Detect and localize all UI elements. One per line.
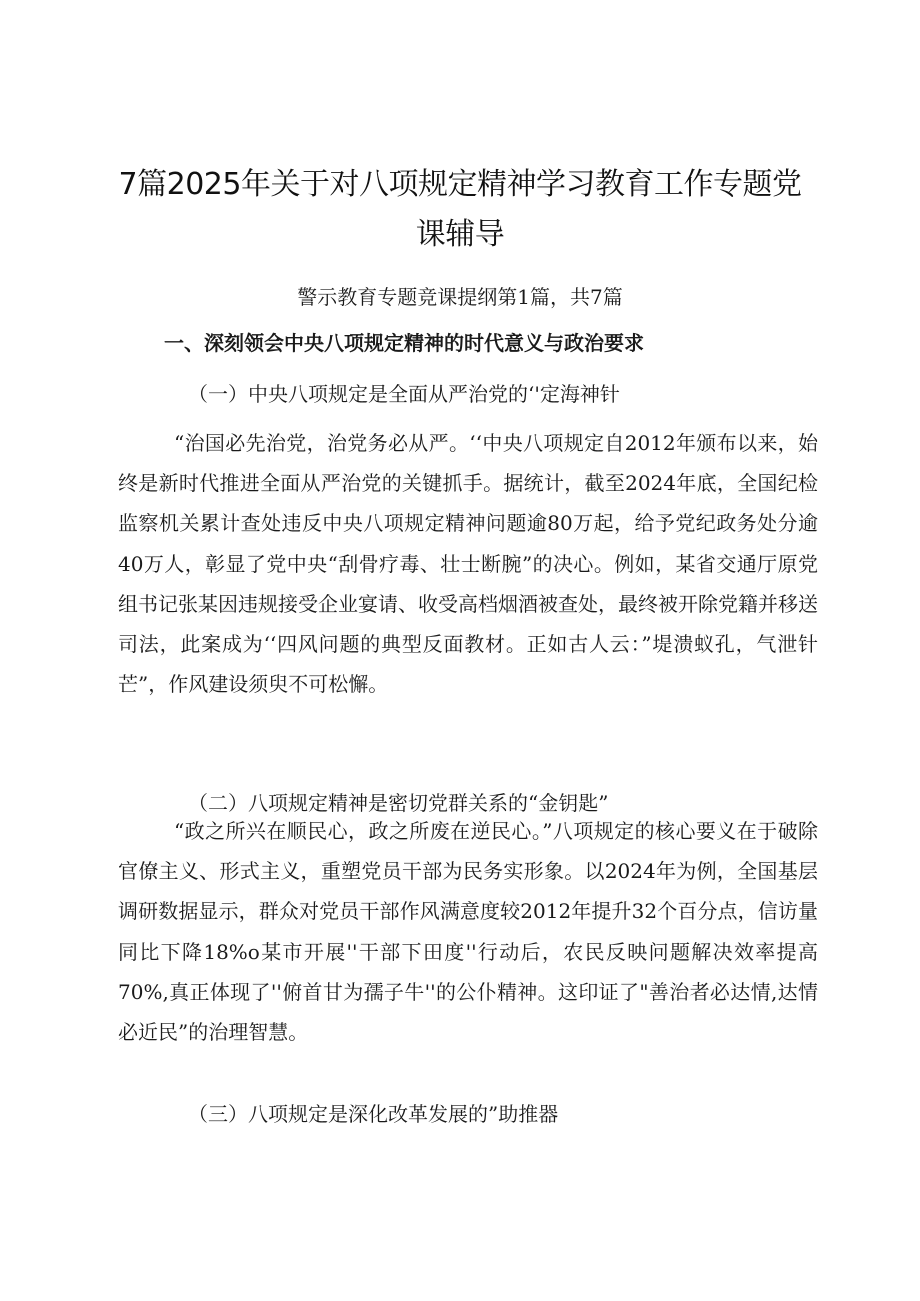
document-title: 7篇2025年关于对八项规定精神学习教育工作专题党课辅导 <box>118 167 802 252</box>
subsection-heading-3: （三）八项规定是深化改革发展的”助推器 <box>188 1102 559 1126</box>
subsection-heading-1: （一）中央八项规定是全面从严治党的‘'定海神针 <box>188 382 620 406</box>
subsection-body-2: “政之所兴在顺民心，政之所废在逆民心。”八项规定的核心要义在于破除官僚主义、形式主义，重塑党员干部为民务实形象。以2024年为例，全国基层调研数据显示，群众对党员干部作风满意度较2012年提升32个百分点，信访量同比下降18%o某市开展''干部下田度''行动后，农民反映问题解决效率提高70%,真正体现了''俯首甘为孺子牛''的公仆精神。这印证了"善治者必达情,达情必近民”的治理智慧。 <box>118 819 818 1045</box>
document-subtitle: 警示教育专题竞课提纲第1篇，共7篇 <box>297 285 623 309</box>
section-heading-1: 一、深刻领会中央八项规定精神的时代意义与政治要求 <box>164 331 644 355</box>
subsection-body-1: “治国必先治党，治党务必从严。‘‘中央八项规定自2012年颁布以来，始终是新时代推进全面从严治党的关键抓手。据统计，截至2024年底，全国纪检监察机关累计查处违反中央八项规定精神问题逾80万起，给予党纪政务处分逾40万人，彰显了党中央“刮骨疗毒、壮士断腕”的决心。例如，某省交通厅原党组书记张某因违规接受企业宴请、收受高档烟酒被查处，最终被开除党籍并移送司法，此案成为‘‘四风问题的典型反面教材。正如古人云：”堤溃蚁孔，气泄针芒”，作风建设须臾不可松懈。 <box>118 431 818 697</box>
subsection-heading-2: （二）八项规定精神是密切党群关系的“金钥匙” <box>188 791 609 815</box>
